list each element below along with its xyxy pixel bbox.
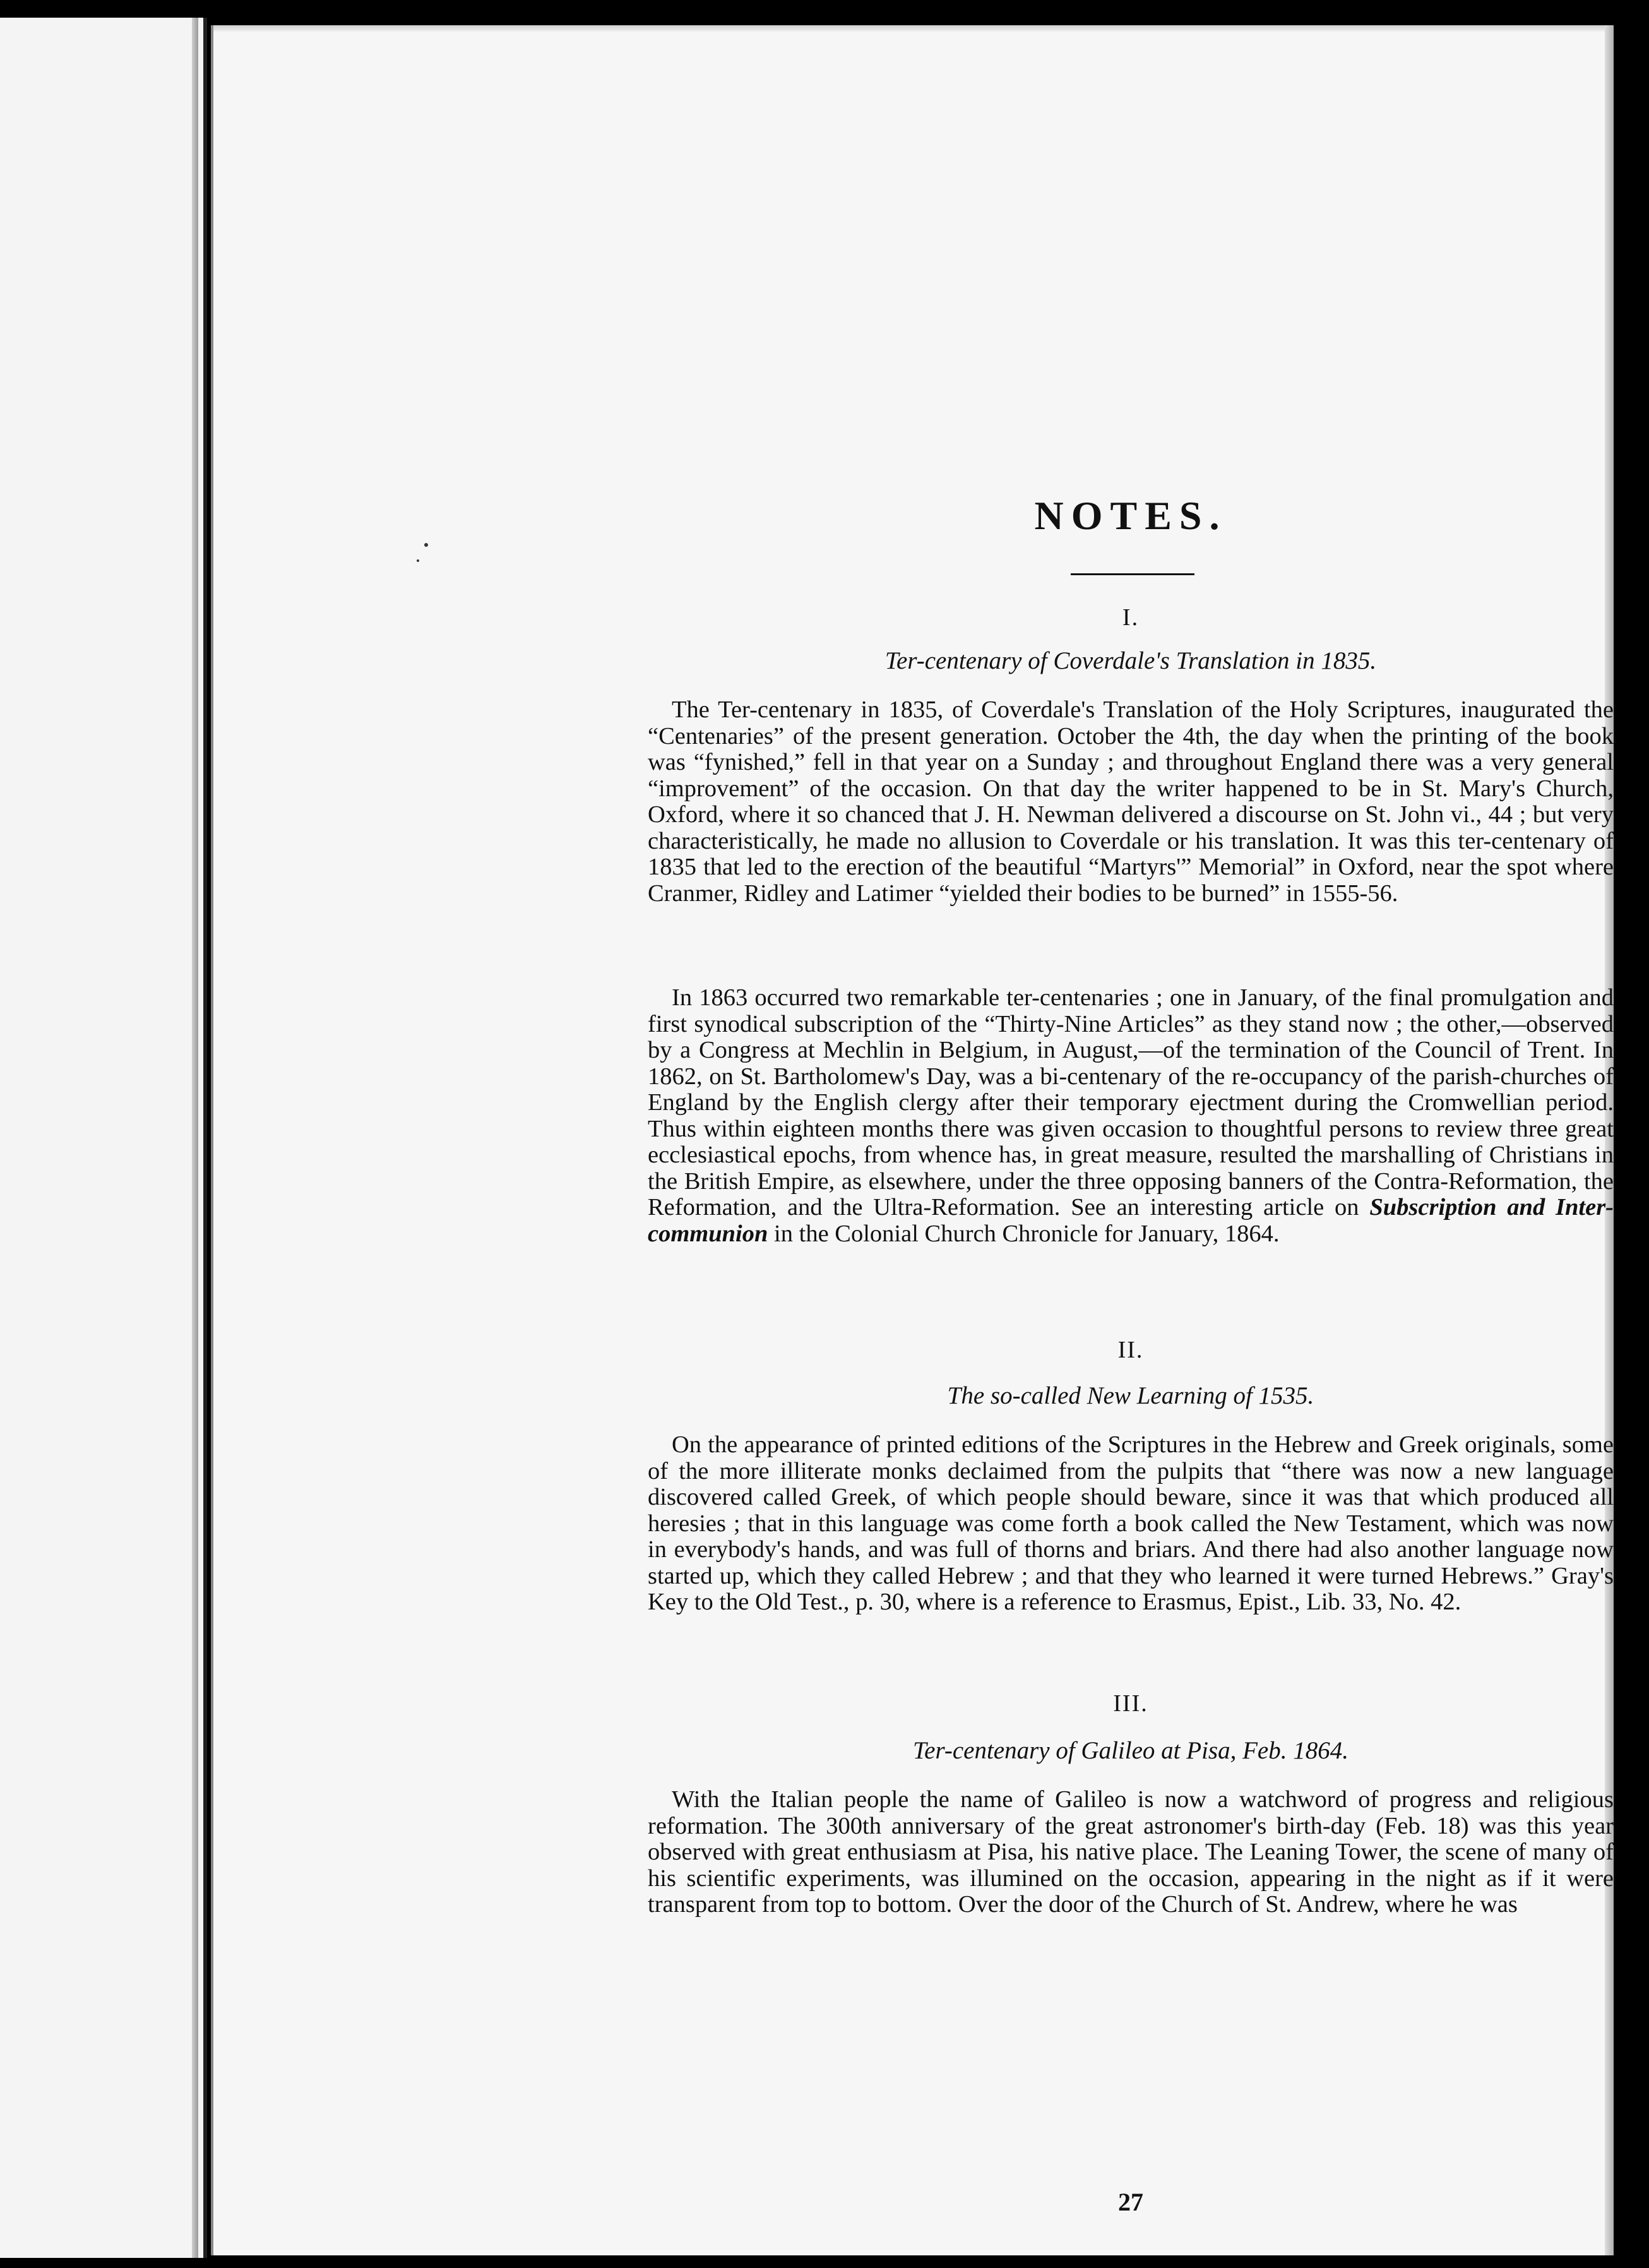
paragraph: On the appearance of printed editions of the Scriptures in the Hebrew and Greek originals, some of the more illiterate monks declaimed from the pulpits that “there was now a new language discovered called Greek, of which people should beware, since it was that which produced all heresies ; that in this language was come forth a book called the New Testament, which was now in everybody's hands, and was full of thorns and briars. And there had also another language now started up, which they called Hebrew ; and that they who learned it were turned Hebrews.” Gray's Key to the Old Test., p. 30, where is a reference to Erasmus, Epist., Lib. 33, No. 42.	[648, 1431, 1614, 1615]
title-rule	[1071, 573, 1194, 575]
section-number: II.	[1117, 1337, 1144, 1363]
section-title: Ter-centenary of Galileo at Pisa, Feb. 1864.	[913, 1737, 1348, 1764]
ink-speck	[417, 559, 419, 562]
section-number: I.	[1122, 604, 1140, 631]
section-title: Ter-centenary of Coverdale's Translation in 1835.	[884, 647, 1377, 674]
paragraph: With the Italian people the name of Galileo is now a watchword of progress and religious reformation. The 300th anniversary of the great astronomer's birth-day (Feb. 18) was this year observed with great enthusiasm at Pisa, his native place. The Leaning Tower, the scene of many of his scientific experiments, was illumined on the occasion, appearing in the night as if it were transparent from top to bottom. Over the door of the Church of St. Andrew, where he was	[648, 1786, 1614, 1918]
section-title: The so-called New Learning of 1535.	[947, 1382, 1314, 1409]
paragraph: The Ter-centenary in 1835, of Coverdale's Translation of the Holy Scriptures, inaugurated the “Centenaries” of the present generation. October the 4th, the day when the printing of the book was “fynished,” fell in that year on a Sunday ; and throughout England there was a very general “improvement” of the occasion. On that day the writer happened to be in St. Mary's Church, Oxford, where it so chanced that J. H. Newman delivered a discourse on St. John vi., 44 ; but very characteristically, he made no allusion to Coverdale or his translation. It was this ter-centenary of 1835 that led to the erection of the beautiful “Martyrs'” Memorial” in Oxford, near the spot where Cranmer, Ridley and Latimer “yielded their bodies to be burned” in 1555-56.	[648, 696, 1614, 907]
paragraph	[648, 985, 1614, 1247]
reference-title: Subscription and Inter-communion	[648, 1194, 1614, 1247]
page	[211, 25, 1614, 2255]
paragraph-text: In 1863 occurred two remarkable ter-centenaries ; one in January, of the final promulgation and first synodical subscription of the “Thirty-Nine Articles” as they stand now ; the other,—observed by a Congress at Mechlin in Belgium, in August,—of the termination of the Council of Trent. In 1862, on St. Bartholomew's Day, was a bi-centenary of the re-occupancy of the parish-churches of England by the English clergy after their temporary ejectment during the Cromwellian period. Thus within eighteen months there was given occasion to thoughtful persons to review three great ecclesiastical epochs, from whence has, in great measure, resulted the marshalling of Christians in the British Empire, as elsewhere, under the three opposing banners of the Contra-Reformation, the Reformation, and the Ultra-Reformation. See an interesting article on	[648, 984, 1614, 1221]
page-top-edge	[213, 25, 1614, 32]
page-number: 27	[1118, 2188, 1143, 2216]
previous-page-edge	[0, 18, 207, 2258]
section-number: III.	[1113, 1690, 1148, 1717]
reference-tail: in the Colonial Church Chronicle for January, 1864.	[774, 1220, 1280, 1247]
page-gutter-shadow	[192, 18, 198, 2258]
page-title: NOTES.	[1034, 493, 1227, 538]
ink-speck	[424, 543, 428, 547]
